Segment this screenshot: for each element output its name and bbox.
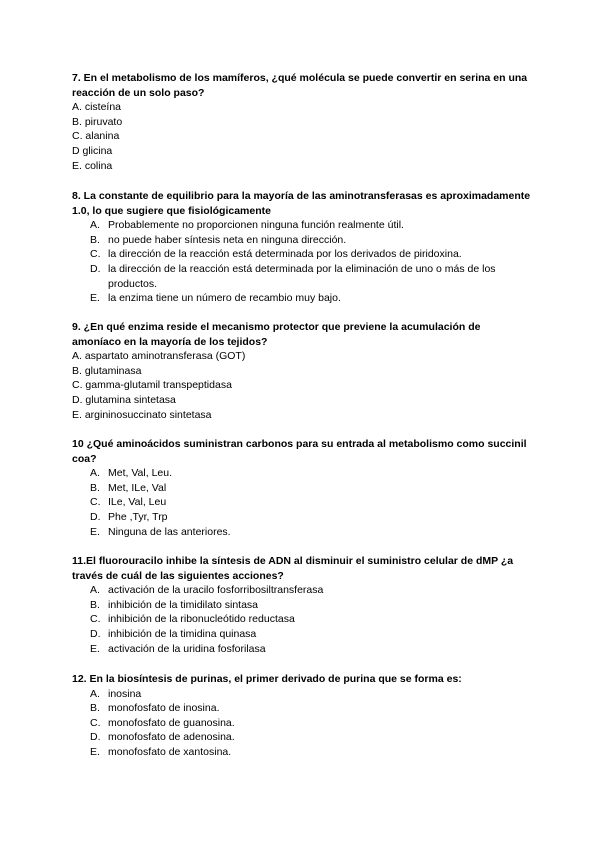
option-letter: A. — [90, 584, 100, 597]
option-b — [72, 598, 532, 613]
question-8 — [72, 189, 532, 306]
option-text: la dirección de la reacción está determinada por los derivados de piridoxina. — [108, 248, 462, 261]
question-title: 11.El fluorouracilo inhibe la síntesis de ADN al disminuir el suministro celular de dMP ¿a través de cuál de las siguientes acciones? — [72, 555, 514, 582]
option-d — [72, 262, 532, 291]
option-d — [72, 730, 532, 745]
option-text: Probablemente no proporcionen ninguna función realmente útil. — [108, 219, 404, 232]
option-text: ILe, Val, Leu — [108, 496, 167, 509]
option-letter: E. — [90, 745, 100, 758]
question-10 — [72, 437, 532, 539]
option-c: C. gamma-glutamil transpeptidasa — [72, 379, 232, 392]
option-letter: B. — [90, 702, 100, 715]
option-letter: A. — [90, 687, 100, 700]
option-d — [72, 510, 532, 525]
option-letter: D. — [90, 262, 101, 275]
option-text: monofosfato de xantosina. — [108, 745, 232, 758]
option-a: A. cisteína — [72, 101, 122, 114]
option-a — [72, 687, 532, 702]
option-text: inhibición de la ribonucleótido reductasa — [108, 613, 295, 626]
option-c — [72, 612, 532, 627]
option-b — [72, 481, 532, 496]
option-e — [72, 525, 532, 540]
option-text: la dirección de la reacción está determinada por la eliminación de uno o más de los productos. — [108, 262, 496, 290]
option-text: monofosfato de inosina. — [108, 702, 220, 715]
question-title: 8. La constante de equilibrio para la mayoría de las aminotransferasas es aproximadamente 1.0, lo que sugiere que fisiológicamente — [72, 190, 531, 217]
option-text: Met, Val, Leu. — [108, 467, 173, 480]
question-12 — [72, 672, 532, 760]
question-11 — [72, 554, 532, 656]
option-a — [72, 218, 532, 233]
option-letter: A. — [90, 219, 100, 232]
question-title: 7. En el metabolismo de los mamíferos, ¿qué molécula se puede convertir en serina en una reacción de un solo paso? — [72, 72, 528, 99]
option-text: no puede haber síntesis neta en ninguna dirección. — [108, 233, 347, 246]
option-d: D. glutamina sintetasa — [72, 393, 176, 406]
question-title: 10 ¿Qué aminoácidos suministran carbonos para su entrada al metabolismo como succinil coa? — [72, 438, 527, 465]
option-e — [72, 745, 532, 760]
option-text: Ninguna de las anteriores. — [108, 525, 231, 538]
option-c — [72, 716, 532, 731]
option-letter: C. — [90, 496, 101, 509]
option-b — [72, 233, 532, 248]
option-letter: D. — [90, 627, 101, 640]
option-b: B. piruvato — [72, 115, 123, 128]
option-letter: E. — [90, 642, 100, 655]
option-text: inosina — [108, 687, 142, 700]
option-text: monofosfato de adenosina. — [108, 731, 235, 744]
option-letter: B. — [90, 481, 100, 494]
option-c — [72, 495, 532, 510]
option-text: Phe ,Tyr, Trp — [108, 510, 168, 523]
option-b: B. glutaminasa — [72, 364, 142, 377]
option-letter: E. — [90, 292, 100, 305]
option-text: inhibición de la timidilato sintasa — [108, 598, 258, 611]
question-7 — [72, 71, 532, 173]
option-text: inhibición de la timidina quinasa — [108, 627, 257, 640]
option-c: C. alanina — [72, 130, 120, 143]
option-text: Met, ILe, Val — [108, 481, 167, 494]
option-letter: C. — [90, 613, 101, 626]
option-letter: E. — [90, 525, 100, 538]
question-title: 12. En la biosíntesis de purinas, el primer derivado de purina que se forma es: — [72, 673, 462, 685]
option-b — [72, 701, 532, 716]
option-a — [72, 466, 532, 481]
option-a: A. aspartato aminotransferasa (GOT) — [72, 350, 246, 363]
option-letter: C. — [90, 248, 101, 261]
option-c — [72, 247, 532, 262]
option-text: la enzima tiene un número de recambio muy bajo. — [108, 292, 341, 305]
option-letter: D. — [90, 731, 101, 744]
question-title: 9. ¿En qué enzima reside el mecanismo protector que previene la acumulación de amoníaco en la mayoría de los tejidos? — [72, 321, 481, 348]
option-a — [72, 583, 532, 598]
option-d: D glicina — [72, 144, 113, 157]
option-letter: D. — [90, 510, 101, 523]
option-e: E. colina — [72, 159, 113, 172]
option-letter: B. — [90, 233, 100, 246]
option-e — [72, 642, 532, 657]
option-e — [72, 291, 532, 306]
option-text: activación de la uridina fosforilasa — [108, 642, 266, 655]
option-text: activación de la uracilo fosforribosiltransferasa — [108, 584, 324, 597]
question-9 — [72, 320, 532, 422]
option-letter: B. — [90, 598, 100, 611]
option-letter: A. — [90, 467, 100, 480]
option-text: monofosfato de guanosina. — [108, 716, 235, 729]
option-d — [72, 627, 532, 642]
option-e: E. argininosuccinato sintetasa — [72, 408, 212, 421]
option-letter: C. — [90, 716, 101, 729]
